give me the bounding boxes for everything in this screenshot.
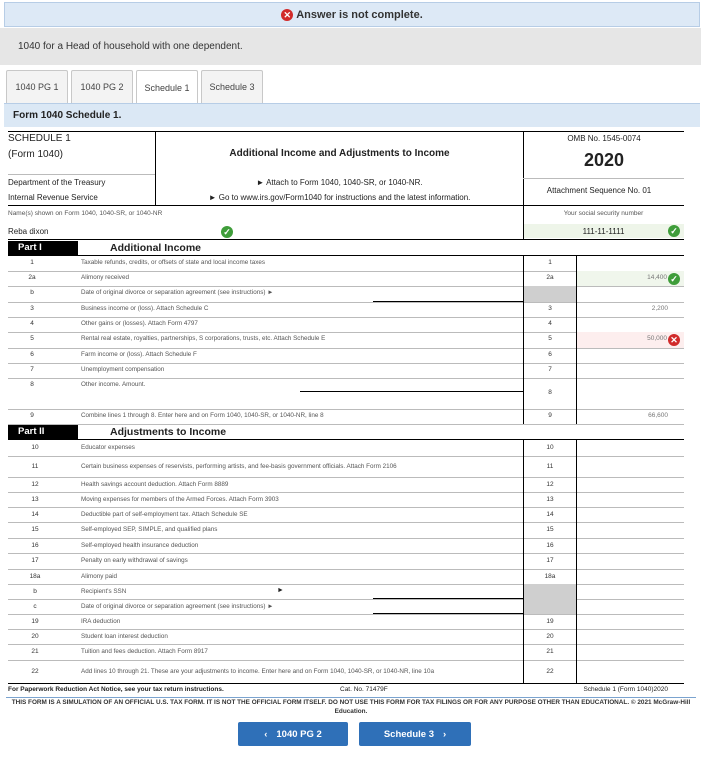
amount-input-16[interactable] bbox=[577, 538, 684, 553]
line-box-number: 17 bbox=[546, 557, 554, 564]
form-heading: Form 1040 Schedule 1. bbox=[4, 103, 700, 127]
line-box-number: 18a bbox=[544, 573, 556, 580]
part-1-label: Part I bbox=[8, 241, 78, 255]
row-description: Recipient's SSN bbox=[81, 588, 127, 595]
form-title: Additional Income and Adjustments to Income bbox=[229, 148, 450, 159]
row-description: Other gains or (losses). Attach Form 4797 bbox=[81, 320, 198, 327]
col-divider bbox=[523, 440, 524, 683]
chevron-right-icon: › bbox=[443, 728, 447, 740]
ssn-field[interactable] bbox=[523, 224, 684, 238]
amount-input-20[interactable] bbox=[577, 629, 684, 644]
shaded-box bbox=[524, 286, 576, 302]
row-description: IRA deduction bbox=[81, 618, 121, 625]
line-box-number: 20 bbox=[546, 633, 554, 640]
row-number: 2a bbox=[28, 274, 36, 281]
line-box-number: 22 bbox=[546, 668, 554, 675]
amount-input-8[interactable] bbox=[577, 378, 684, 409]
amount-input-5[interactable] bbox=[577, 332, 684, 348]
row-number: 6 bbox=[30, 351, 34, 358]
disclaimer: THIS FORM IS A SIMULATION OF AN OFFICIAL U.S. TAX FORM. IT IS NOT THE OFFICIAL FORM ITSELF. DO NOT USE THIS FORM FOR TAX FILINGS OR FOR ANY PURPOSE OTHER THAN EDUCATIONAL. © 2021 McGraw-Hill Education. bbox=[6, 697, 696, 716]
schedule-label: SCHEDULE 1 bbox=[8, 133, 71, 144]
attachment-sequence: Attachment Sequence No. 01 bbox=[546, 186, 652, 195]
name-label: Name(s) shown on Form 1040, 1040-SR, or 1040-NR bbox=[8, 210, 163, 217]
row-description: Penalty on early withdrawal of savings bbox=[81, 557, 188, 564]
line-box-number: 6 bbox=[548, 351, 552, 358]
amount-input-10[interactable] bbox=[577, 440, 684, 456]
line-box-number: 11 bbox=[546, 463, 554, 470]
line-box-number: 9 bbox=[548, 412, 552, 419]
row-number: b bbox=[33, 588, 37, 595]
amount-input-21[interactable] bbox=[577, 644, 684, 660]
line-box-number: 2a bbox=[546, 274, 554, 281]
row-number: 21 bbox=[31, 648, 39, 655]
line-box-number: 10 bbox=[546, 444, 554, 451]
row-description: Tuition and fees deduction. Attach Form 8917 bbox=[81, 648, 208, 655]
amount-input-1[interactable] bbox=[577, 256, 684, 271]
amount-input-15[interactable] bbox=[577, 522, 684, 538]
tab-1040-pg2[interactable]: 1040 PG 2 bbox=[71, 70, 133, 103]
row-number: 13 bbox=[31, 496, 39, 503]
ssn-label: Your social security number bbox=[563, 210, 644, 217]
row-number: 22 bbox=[31, 668, 39, 675]
shaded-box bbox=[524, 584, 576, 599]
row-description: Taxable refunds, credits, or offsets of state and local income taxes bbox=[81, 259, 265, 266]
amount-input-14[interactable] bbox=[577, 507, 684, 522]
other-income-line[interactable] bbox=[300, 391, 523, 392]
row-description: Date of original divorce or separation agreement (see instructions) ► bbox=[81, 603, 274, 610]
part-1-header bbox=[8, 241, 684, 255]
schedule-footer: Schedule 1 (Form 1040)2020 bbox=[583, 686, 668, 693]
line-box-number: 21 bbox=[546, 648, 554, 655]
amount-value: 14,400 bbox=[647, 274, 667, 281]
correct-icon: ✓ bbox=[668, 225, 680, 237]
row-number: 12 bbox=[31, 481, 39, 488]
error-icon: ✕ bbox=[281, 9, 293, 21]
omb-number: OMB No. 1545-0074 bbox=[567, 134, 641, 143]
row-divider bbox=[8, 584, 684, 585]
row-number: 17 bbox=[31, 557, 39, 564]
line-box-number: 15 bbox=[546, 526, 554, 533]
shaded-box bbox=[524, 599, 576, 614]
correct-icon: ✓ bbox=[221, 226, 233, 238]
chevron-left-icon: ‹ bbox=[264, 728, 268, 740]
form-label: (Form 1040) bbox=[8, 149, 64, 160]
row-number: 9 bbox=[30, 412, 34, 419]
row-number: b bbox=[30, 289, 34, 296]
line-box-number: 13 bbox=[546, 496, 554, 503]
name-field[interactable] bbox=[8, 225, 233, 238]
tax-year: 2020 bbox=[583, 150, 625, 170]
tab-schedule-1[interactable]: Schedule 1 bbox=[136, 70, 198, 104]
paperwork-notice: For Paperwork Reduction Act Notice, see your tax return instructions. bbox=[8, 686, 224, 693]
row-description: Farm income or (loss). Attach Schedule F bbox=[81, 351, 197, 358]
problem-description: 1040 for a Head of household with one dependent. bbox=[0, 28, 701, 65]
line-box-number: 1 bbox=[548, 259, 552, 266]
row-description: Student loan interest deduction bbox=[81, 633, 168, 640]
part-1-title: Additional Income bbox=[110, 242, 202, 254]
row-number: 10 bbox=[31, 444, 39, 451]
row-description: Self-employed health insurance deduction bbox=[81, 542, 199, 549]
next-button[interactable] bbox=[359, 722, 471, 746]
status-banner bbox=[4, 2, 700, 27]
amount-value: 66,600 bbox=[648, 412, 668, 419]
row-number: 4 bbox=[30, 320, 34, 327]
line-box-number: 12 bbox=[546, 481, 554, 488]
dept-line-1: Department of the Treasury bbox=[8, 178, 106, 187]
row-divider bbox=[8, 286, 684, 287]
row-number: 8 bbox=[30, 381, 34, 388]
amount-input-7[interactable] bbox=[577, 363, 684, 378]
amount-input-19[interactable] bbox=[577, 614, 684, 629]
error-icon: ✕ bbox=[668, 334, 680, 346]
ssn-value: 111-11-1111 bbox=[582, 226, 625, 236]
line-box-number: 19 bbox=[546, 618, 554, 625]
correct-icon: ✓ bbox=[668, 273, 680, 285]
amount-value: 50,000 bbox=[647, 335, 667, 342]
row-number: 19 bbox=[31, 618, 39, 625]
amount-input-9[interactable] bbox=[577, 409, 684, 424]
line-box-number: 7 bbox=[548, 366, 552, 373]
amount-input-6[interactable] bbox=[577, 348, 684, 363]
line-box-number: 16 bbox=[546, 542, 554, 549]
row-number: 15 bbox=[31, 526, 39, 533]
line-box-number: 14 bbox=[546, 511, 554, 518]
part-2-title: Adjustments to Income bbox=[110, 426, 227, 438]
row-description: Educator expenses bbox=[81, 444, 135, 451]
row-number: 11 bbox=[31, 463, 39, 470]
row-description: Certain business expenses of reservists, performing artists, and fee-basis government officials. Attach Form 2106 bbox=[81, 463, 397, 470]
row-description: Moving expenses for members of the Armed Forces. Attach Form 3903 bbox=[81, 496, 279, 503]
amount-input-17[interactable] bbox=[577, 553, 684, 569]
prev-button[interactable] bbox=[238, 722, 348, 746]
amount-input-13[interactable] bbox=[577, 492, 684, 507]
catalog-number: Cat. No. 71479F bbox=[340, 686, 388, 693]
row-divider bbox=[8, 599, 684, 600]
row-number: c bbox=[33, 603, 37, 610]
amount-input-22[interactable] bbox=[577, 660, 684, 683]
row-number: 5 bbox=[30, 335, 34, 342]
amount-value: 2,200 bbox=[651, 305, 668, 312]
amount-input-11[interactable] bbox=[577, 456, 684, 477]
col-divider bbox=[576, 440, 577, 683]
col-divider bbox=[523, 256, 524, 424]
tab-schedule-3[interactable]: Schedule 3 bbox=[201, 70, 263, 103]
row-number: 14 bbox=[31, 511, 39, 518]
row-number: 20 bbox=[31, 633, 39, 640]
tab-1040-pg1[interactable]: 1040 PG 1 bbox=[6, 70, 68, 103]
row-description: Business income or (loss). Attach Schedule C bbox=[81, 305, 209, 312]
banner-text: Answer is not complete. bbox=[296, 8, 423, 21]
part-2-label: Part II bbox=[8, 425, 78, 439]
row-description: Rental real estate, royalties, partnerships, S corporations, trusts, etc. Attach Schedule E bbox=[81, 335, 326, 342]
amount-input-18a[interactable] bbox=[577, 569, 684, 584]
amount-input-2a[interactable] bbox=[577, 271, 684, 286]
row-description: Health savings account deduction. Attach Form 8889 bbox=[81, 481, 229, 488]
line-box-number: 5 bbox=[548, 335, 552, 342]
name-value: Reba dixon bbox=[8, 227, 49, 236]
row-number: 18a bbox=[29, 573, 41, 580]
next-label: Schedule 3 bbox=[383, 728, 434, 740]
goto-note: ► Go to www.irs.gov/Form1040 for instructions and the latest information. bbox=[208, 193, 471, 202]
row-description: Deductible part of self-employment tax. Attach Schedule SE bbox=[81, 511, 248, 518]
row-description: Date of original divorce or separation agreement (see instructions) ► bbox=[81, 289, 274, 296]
arrow-icon: ► bbox=[277, 587, 284, 594]
line-box-number: 8 bbox=[548, 389, 552, 396]
amount-input-12[interactable] bbox=[577, 477, 684, 492]
row-description: Add lines 10 through 21. These are your adjustments to income. Enter here and on Form 1040, 1040-SR, or 1040-NR, line 10a bbox=[81, 668, 435, 675]
col-divider bbox=[576, 256, 577, 424]
row-number: 3 bbox=[30, 305, 34, 312]
part-2-header bbox=[8, 425, 684, 439]
row-number: 16 bbox=[31, 542, 39, 549]
line-box-number: 4 bbox=[548, 320, 552, 327]
row-number: 7 bbox=[30, 366, 34, 373]
row-description: Self-employed SEP, SIMPLE, and qualified plans bbox=[81, 526, 218, 533]
prev-label: 1040 PG 2 bbox=[276, 728, 322, 740]
line-box-number: 3 bbox=[548, 305, 552, 312]
amount-input-4[interactable] bbox=[577, 317, 684, 332]
row-description: Alimony received bbox=[81, 274, 129, 281]
row-description: Combine lines 1 through 8. Enter here and on Form 1040, 1040-SR, or 1040-NR, line 8 bbox=[81, 412, 324, 419]
row-description: Alimony paid bbox=[81, 573, 118, 580]
row-description: Other income. Amount. bbox=[81, 381, 146, 388]
attach-note: ► Attach to Form 1040, 1040-SR, or 1040-NR. bbox=[256, 178, 423, 187]
amount-input-3[interactable] bbox=[577, 302, 684, 317]
row-number: 1 bbox=[30, 259, 34, 266]
row-description: Unemployment compensation bbox=[81, 366, 165, 373]
tab-bar bbox=[6, 70, 266, 103]
dept-line-2: Internal Revenue Service bbox=[8, 193, 98, 202]
